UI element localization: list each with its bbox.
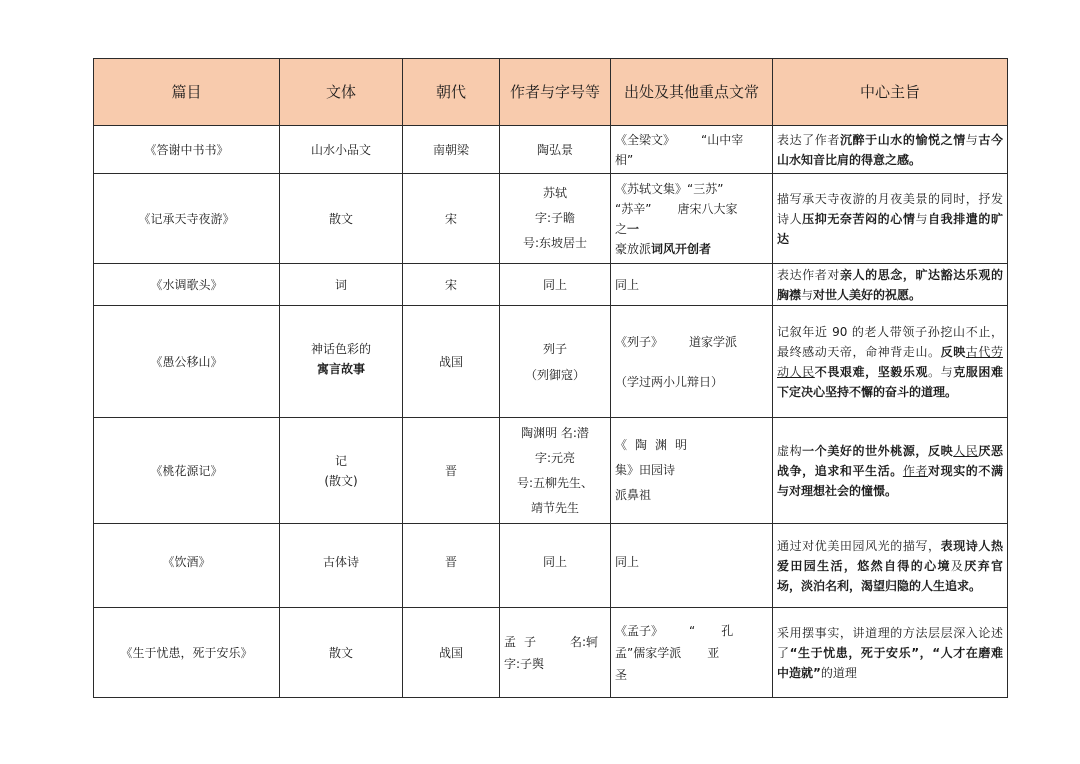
cell-author [500,608,611,698]
author-text: 同上 [542,277,567,292]
genre-text: 散文 [328,645,353,660]
cell-dynasty: 宋 [403,174,500,264]
cell-genre [280,608,403,698]
theme-text: 描写承天寺夜游的月夜美景的同时，抒发诗人 [777,191,1003,226]
theme-text: 与 [965,132,979,147]
literature-summary-table [93,58,1008,698]
cell-theme [773,306,1008,418]
source-text: “苏辛” [615,201,652,216]
cell-source [611,608,773,698]
cell-dynasty: 战国 [403,306,500,418]
source-text: 孟”儒家学派 [615,645,682,660]
cell-author [500,524,611,608]
theme-emphasis: 一个美好的世外桃源，反映 [802,443,954,458]
theme-underline: 人民 [953,443,979,458]
source-text: 相” [615,152,634,167]
theme-underline: 古代劳动人民 [777,344,1003,379]
source-text: 《孟子》 [615,623,664,638]
cell-title: 《水调歌头》 [94,264,280,306]
table-row [94,524,1008,608]
genre-text: 散文 [328,211,353,226]
theme-text: 。与 [928,364,954,379]
theme-emphasis: 厌恶战争，追求和平生活。 [777,443,1003,478]
table-row [94,418,1008,524]
theme-emphasis: 沉醉于山水的愉悦之情 [839,132,966,147]
cell-source [611,418,773,524]
cell-source [611,524,773,608]
theme-emphasis: 古今山水知音比肩的得意之感 [777,132,1003,167]
author-text: （列御寇） [524,367,585,382]
author-text: 名:轲 [570,634,599,649]
cell-dynasty: 南朝梁 [403,126,500,174]
genre-text: 山水小品文 [310,142,371,157]
author-text: 字:子舆 [504,656,545,671]
cell-genre [280,306,403,418]
theme-emphasis: 压抑无奈苦闷的心情 [802,211,916,226]
source-text: “山中宰 [701,132,744,147]
table-row [94,174,1008,264]
theme-emphasis: 。 [909,152,922,167]
cell-dynasty: 宋 [403,264,500,306]
cell-author [500,418,611,524]
source-text: 之 [615,221,628,236]
author-text: 陶弘景 [536,142,573,157]
cell-author [500,264,611,306]
author-text: 同上 [542,554,567,569]
source-text: 孔 [721,623,734,638]
theme-emphasis: 表现诗人热爱田园生活，悠然自得的心境 [777,538,1003,573]
author-text: 号:东坡居士 [522,236,588,250]
cell-theme [773,608,1008,698]
cell-genre [280,418,403,524]
cell-theme [773,418,1008,524]
theme-text: 虚构 [777,443,803,458]
source-text: 《列子》 [615,334,664,349]
author-text: 字:子瞻 [534,211,576,225]
header-author: 作者与字号等 [500,59,611,126]
source-text: 同上 [615,554,640,569]
cell-theme [773,126,1008,174]
theme-emphasis: 自我排遣的旷达 [777,211,1003,246]
author-text: 陶渊明 名:潜 [521,425,589,440]
cell-theme [773,174,1008,264]
cell-title: 《生于忧患，死于安乐》 [94,608,280,698]
genre-text: 词 [334,277,347,292]
cell-theme [773,524,1008,608]
cell-genre [280,126,403,174]
genre-text: 神话色彩的 [310,341,371,356]
theme-underline: 作者 [902,463,929,478]
source-text: 同上 [615,277,640,292]
theme-emphasis: 厌弃官场，淡泊名利，渴望归隐的人生追求。 [777,558,1003,593]
theme-emphasis: 对世人美好的祝愿。 [813,287,922,302]
header-dynasty: 朝代 [403,59,500,126]
cell-genre [280,264,403,306]
source-text: 道家学派 [689,334,738,349]
header-title: 篇目 [94,59,280,126]
source-text: 集》田园诗 [615,463,676,477]
theme-text: 通过对优美田园风光的描写， [777,538,941,553]
cell-title: 《桃花源记》 [94,418,280,524]
source-text: 《陶渊明 [615,438,696,452]
table-header-row [94,59,1008,126]
theme-text: 表达作者对 [777,267,840,282]
genre-text: (散文) [324,473,358,488]
source-text: 亚 [707,645,720,660]
cell-title: 《愚公移山》 [94,306,280,418]
theme-emphasis: 。 [945,384,958,399]
theme-text: 表达了作者 [777,132,840,147]
header-genre: 文体 [280,59,403,126]
cell-author [500,126,611,174]
header-theme: 中心主旨 [773,59,1008,126]
theme-text: 的道理 [820,665,857,680]
table-row [94,264,1008,306]
author-text: 苏轼 [542,186,567,200]
table-row [94,306,1008,418]
author-text: 字:元亮 [534,450,576,465]
theme-text: 与 [915,211,929,226]
source-text: “ [689,623,696,638]
cell-genre [280,174,403,264]
author-text: 孟子 [504,634,545,649]
table-row [94,608,1008,698]
genre-emphasis: 寓言故事 [316,361,365,376]
theme-text: 与 [801,287,814,302]
cell-dynasty: 晋 [403,418,500,524]
author-text: 列子 [542,341,567,356]
source-emphasis: 一 [627,221,640,236]
source-text: 《苏轼文集》“三苏” [615,181,724,196]
source-text: 圣 [615,667,628,682]
cell-title: 《记承天寺夜游》 [94,174,280,264]
theme-text: 采用摆事实，讲道理的方法层层深入论述了 [777,625,1003,660]
genre-text: 记 [334,453,347,468]
source-text: 《全梁文》 [615,132,676,147]
cell-source [611,126,773,174]
cell-title: 《答谢中书书》 [94,126,280,174]
theme-emphasis: 亲人的思念，旷达豁达乐观的胸襟 [777,267,1003,302]
genre-text: 古体诗 [322,554,359,569]
cell-author [500,306,611,418]
source-text: 派鼻祖 [615,488,652,502]
header-source: 出处及其他重点文常 [611,59,773,126]
cell-genre [280,524,403,608]
theme-emphasis: “生于忧患，死于安乐”，“人才在磨难中造就” [777,645,1003,680]
author-text: 号:五柳先生、 [516,475,594,490]
source-text: 豪放派 [615,241,652,256]
table-row [94,126,1008,174]
source-text: （学过两小儿辩日） [615,374,724,389]
theme-emphasis: 克服困难下定决心坚持不懈的奋斗的道理 [777,364,1003,399]
cell-source [611,174,773,264]
author-text: 靖节先生 [530,500,579,515]
cell-author [500,174,611,264]
cell-dynasty: 晋 [403,524,500,608]
theme-emphasis: 不畏艰难，坚毅乐观 [814,364,929,379]
cell-theme [773,264,1008,306]
theme-emphasis: 对现实的不满与对理想社会的憧憬。 [777,463,1003,498]
theme-emphasis: 反映 [940,344,966,359]
source-emphasis: 词风开创者 [651,241,712,256]
source-text: 唐宋八大家 [677,201,738,216]
cell-source [611,264,773,306]
theme-text: 及 [950,558,965,573]
theme-text: 记叙年近 90 的老人带领子孙挖山不止，最终感动天帝，命神背走山。 [777,324,1003,359]
cell-title: 《饮酒》 [94,524,280,608]
cell-source [611,306,773,418]
cell-dynasty: 战国 [403,608,500,698]
